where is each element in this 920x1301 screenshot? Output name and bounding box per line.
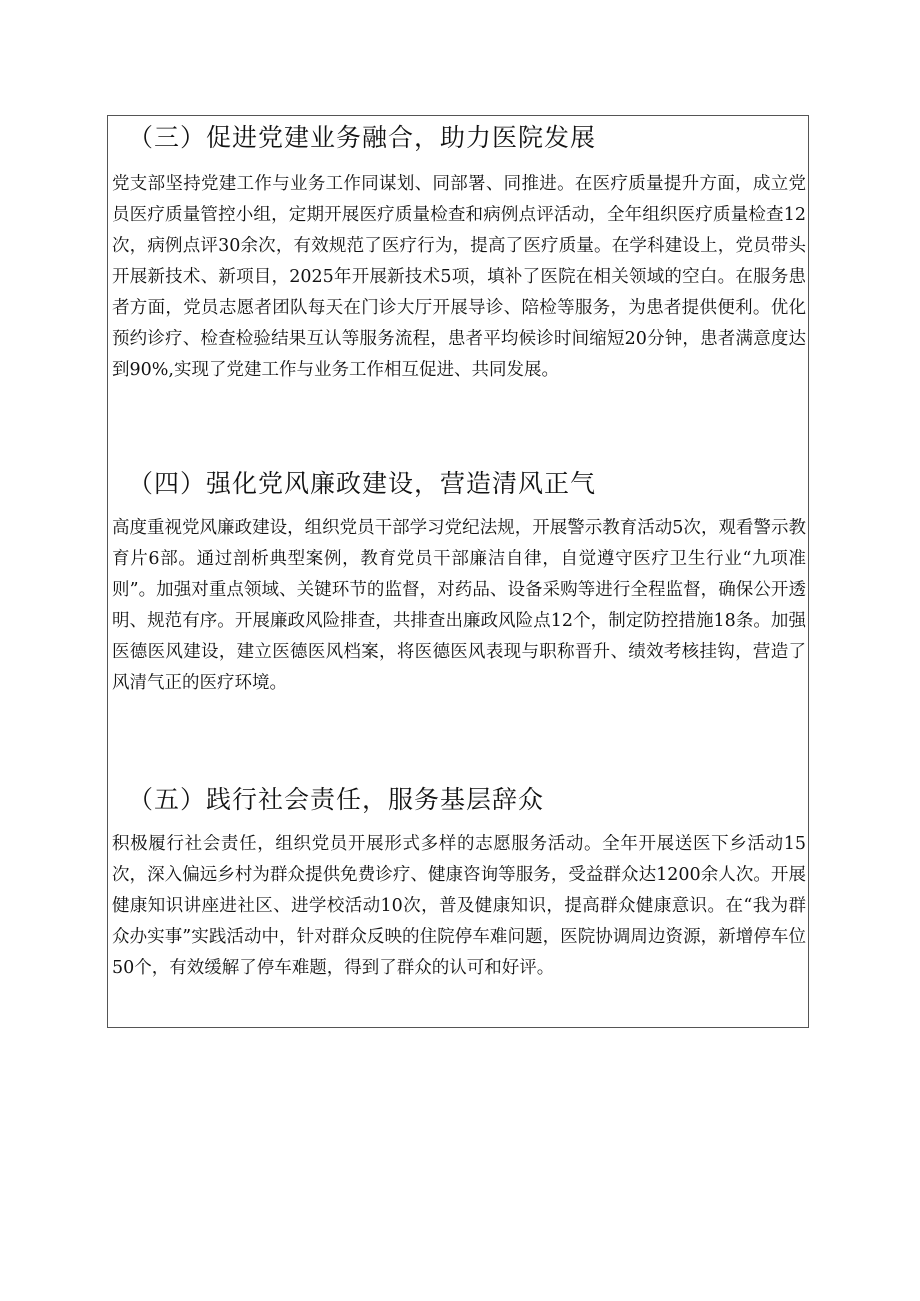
section-3-body: 党支部坚持党建工作与业务工作同谋划、同部署、同推进。在医疗质量提升方面，成立党员医疗质量管控小组，定期开展医疗质量检查和病例点评活动，全年组织医疗质量检查12次，病例点评30余次，有效规范了医疗行为，提高了医疗质量。在学科建设上，党员带头开展新技术、新项目，2025年开展新技术5项，填补了医院在相关领域的空白。在服务患者方面，党员志愿者团队每天在门诊大厅开展导诊、陪检等服务，为患者提供便利。优化预约诊疗、检查检验结果互认等服务流程，患者平均候诊时间缩短20分钟，患者满意度达到90%,实现了党建工作与业务工作相互促进、共同发展。 bbox=[112, 174, 806, 380]
section-4-body: 高度重视党风廉政建设，组织党员干部学习党纪法规，开展警示教育活动5次，观看警示教育片6部。通过剖析典型案例，教育党员干部廉洁自律，自觉遵守医疗卫生行业“九项准则”。加强对重点领域、关键环节的监督，对药品、设备采购等进行全程监督，确保公开透明、规范有序。开展廉政风险排查，共排查出廉政风险点12个，制定防控措施18条。加强医德医风建设，建立医德医风档案，将医德医风表现与职称晋升、绩效考核挂钩，营造了风清气正的医疗环境。 bbox=[112, 518, 806, 693]
section-4-heading: （四）强化党风廉政建设，营造清风正气 bbox=[128, 469, 597, 498]
section-5-heading: （五）践行社会责任，服务基层辞众 bbox=[128, 785, 545, 814]
section-3-heading: （三）促进党建业务融合，助力医院发展 bbox=[128, 123, 597, 152]
content-frame bbox=[107, 115, 809, 1028]
section-5-body: 积极履行社会责任，组织党员开展形式多样的志愿服务活动。全年开展送医下乡活动15次，深入偏远乡村为群众提供免费诊疗、健康咨询等服务，受益群众达1200余人次。开展健康知识讲座进社区、进学校活动10次，普及健康知识，提高群众健康意识。在“我为群众办实事”实践活动中，针对群众反映的住院停车难问题，医院协调周边资源，新增停车位50个，有效缓解了停车难题，得到了群众的认可和好评。 bbox=[112, 834, 806, 978]
